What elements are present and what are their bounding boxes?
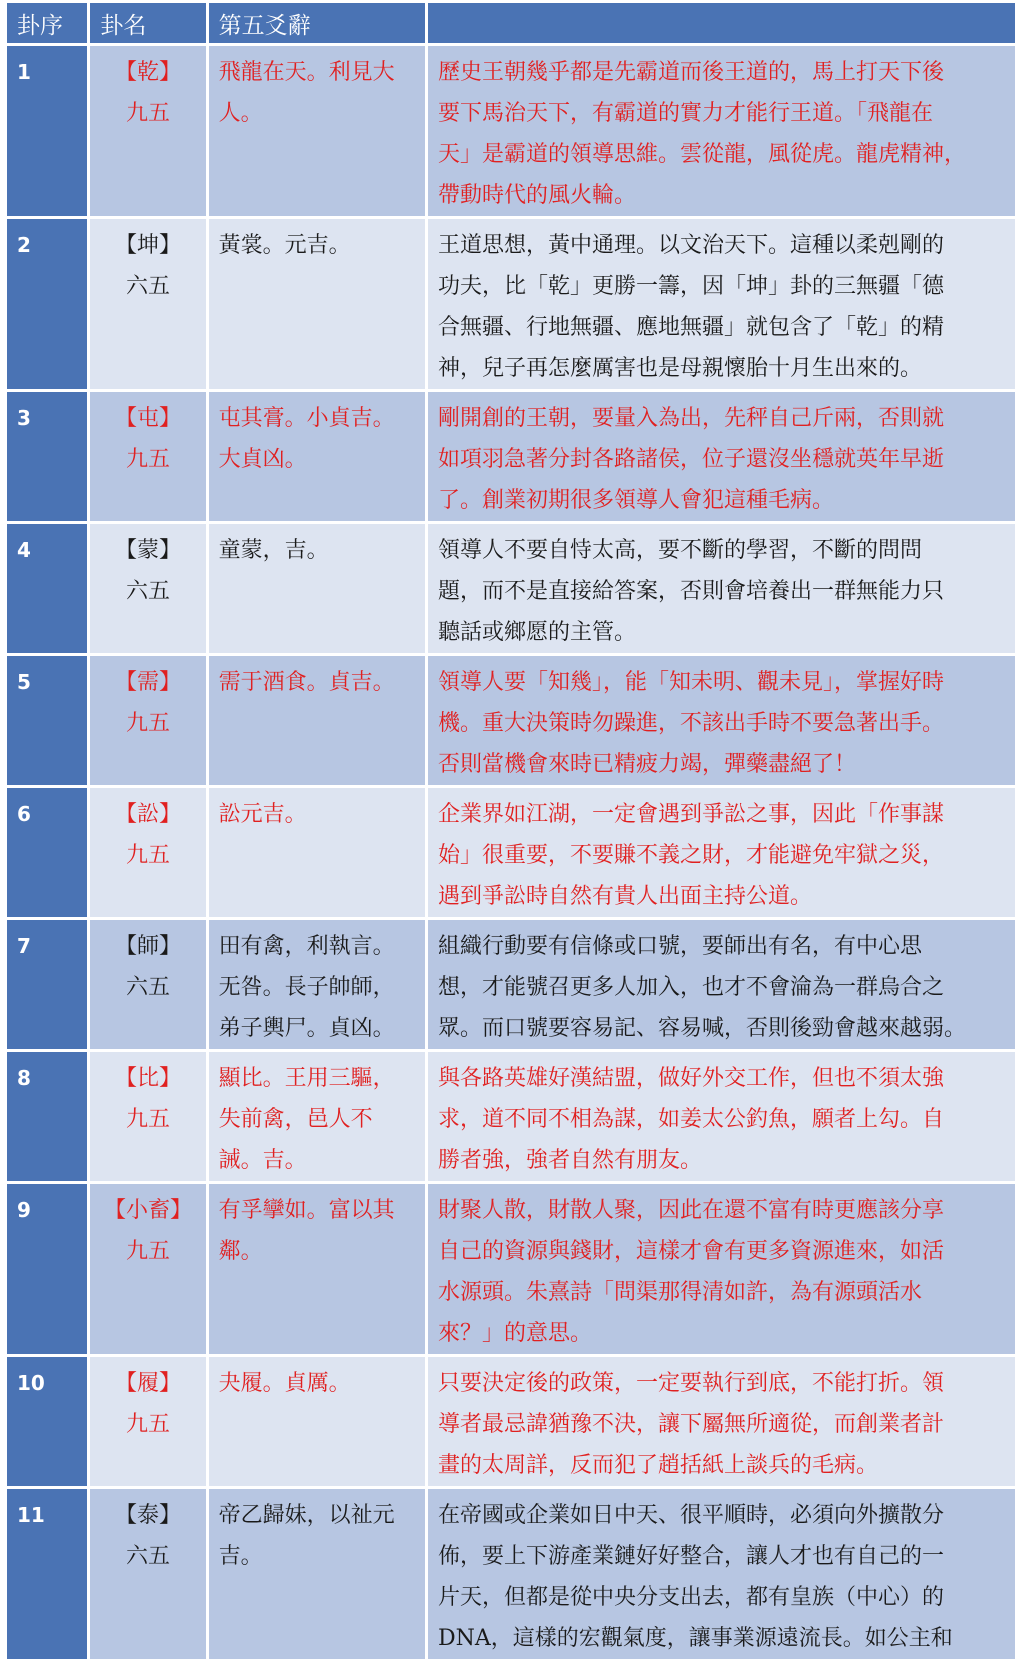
yao-text-line: 大貞凶。 xyxy=(218,447,307,472)
table-row xyxy=(7,392,1015,521)
yao-position: 九五 xyxy=(125,1239,170,1264)
hexagram-seq: 10 xyxy=(7,1357,87,1486)
commentary-line: 與各路英雄好漢結盟，做好外交工作，但也不須太強 xyxy=(437,1066,944,1091)
hexagram-name: 【師】 xyxy=(114,934,181,959)
hexagram-name-cell xyxy=(90,920,205,1049)
yao-position: 九五 xyxy=(125,101,170,126)
table-row xyxy=(7,788,1015,917)
header-seq: 卦序 xyxy=(7,3,87,43)
commentary-line: 聽話或鄉愿的主管。 xyxy=(437,620,636,645)
hexagram-name: 【履】 xyxy=(114,1371,181,1396)
hexagram-name-cell xyxy=(90,1489,205,1659)
commentary-line: 只要決定後的政策，一定要執行到底，不能打折。領 xyxy=(437,1371,944,1396)
hexagram-name-cell xyxy=(90,219,205,389)
table-row xyxy=(7,1489,1015,1659)
commentary-cell xyxy=(428,1184,1015,1354)
commentary-line: 王道思想，黃中通理。以文治天下。這種以柔剋剛的 xyxy=(437,233,944,258)
commentary-cell xyxy=(428,46,1015,216)
table-row xyxy=(7,656,1015,785)
yao-text-line: 田有禽，利執言。 xyxy=(218,934,395,959)
yao-position: 九五 xyxy=(125,1107,170,1132)
commentary-line: 帶動時代的風火輪。 xyxy=(437,183,636,208)
commentary-line: 功夫，比「乾」更勝一籌，因「坤」卦的三無疆「德 xyxy=(437,274,944,299)
yao-text-line: 誡。吉。 xyxy=(218,1148,307,1173)
hexagram-name-cell xyxy=(90,1052,205,1181)
hexagram-name: 【小畜】 xyxy=(103,1198,192,1223)
table-row xyxy=(7,219,1015,389)
yao-text-cell xyxy=(209,392,425,521)
hexagram-seq: 4 xyxy=(7,524,87,653)
commentary-line: 組織行動要有信條或口號，要師出有名，有中心思 xyxy=(437,934,922,959)
yao-position: 六五 xyxy=(125,579,170,604)
yao-text-cell xyxy=(209,1357,425,1486)
yao-text-cell xyxy=(209,656,425,785)
commentary-line: DNA，這樣的宏觀氣度，讓事業源遠流長。如公主和 xyxy=(437,1626,953,1651)
commentary-line: 歷史王朝幾乎都是先霸道而後王道的，馬上打天下後 xyxy=(437,60,944,85)
commentary-line: 導者最忌諱猶豫不決，讓下屬無所適從，而創業者計 xyxy=(437,1412,944,1437)
hexagram-seq: 2 xyxy=(7,219,87,389)
hexagram-name-cell xyxy=(90,1184,205,1354)
yao-position: 九五 xyxy=(125,711,170,736)
hexagram-name: 【需】 xyxy=(114,670,181,695)
commentary-line: 企業界如江湖，一定會遇到爭訟之事，因此「作事謀 xyxy=(437,802,944,827)
hexagram-name-cell xyxy=(90,392,205,521)
commentary-line: 財聚人散，財散人聚，因此在還不富有時更應該分享 xyxy=(437,1198,944,1223)
commentary-line: 佈，要上下游產業鏈好好整合，讓人才也有自己的一 xyxy=(437,1544,944,1569)
header-name: 卦名 xyxy=(90,3,205,43)
commentary-line: 如項羽急著分封各路諸侯，位子還沒坐穩就英年早逝 xyxy=(437,447,944,472)
yao-text-line: 鄰。 xyxy=(218,1239,263,1264)
commentary-cell xyxy=(428,1489,1015,1659)
commentary-cell xyxy=(428,788,1015,917)
yao-text-cell xyxy=(209,920,425,1049)
hexagram-name-cell xyxy=(90,1357,205,1486)
commentary-cell xyxy=(428,219,1015,389)
hexagram-seq: 1 xyxy=(7,46,87,216)
hexagram-name-cell xyxy=(90,46,205,216)
yao-text-line: 吉。 xyxy=(218,1544,263,1569)
hexagram-name-cell xyxy=(90,656,205,785)
commentary-line: 自己的資源與錢財，這樣才會有更多資源進來，如活 xyxy=(437,1239,944,1264)
commentary-line: 領導人要「知幾」，能「知未明、觀未見」，掌握好時 xyxy=(437,670,944,695)
commentary-line: 題，而不是直接給答案，否則會培養出一群無能力只 xyxy=(437,579,944,604)
hexagram-name: 【訟】 xyxy=(114,802,181,827)
table-body xyxy=(7,46,1015,1659)
hexagram-name-cell xyxy=(90,524,205,653)
hexagram-name: 【蒙】 xyxy=(114,538,181,563)
table-row xyxy=(7,46,1015,216)
table-row xyxy=(7,1184,1015,1354)
yao-text-line: 需于酒食。貞吉。 xyxy=(218,670,395,695)
commentary-line: 眾。而口號要容易記、容易喊，否則後勁會越來越弱。 xyxy=(437,1016,966,1041)
table-row xyxy=(7,920,1015,1049)
commentary-line: 否則當機會來時已精疲力竭，彈藥盡絕了！ xyxy=(437,752,856,777)
commentary-line: 水源頭。朱熹詩「問渠那得清如許，為有源頭活水 xyxy=(437,1280,922,1305)
hexagram-seq: 3 xyxy=(7,392,87,521)
hexagram-name: 【乾】 xyxy=(114,60,181,85)
yao-text-line: 帝乙歸妹，以祉元 xyxy=(218,1503,395,1528)
commentary-line: 想，才能號召更多人加入，也才不會淪為一群烏合之 xyxy=(437,975,944,1000)
hexagram-name: 【屯】 xyxy=(114,406,181,431)
commentary-line: 畫的太周詳，反而犯了趙括紙上談兵的毛病。 xyxy=(437,1453,878,1478)
yao-text-cell xyxy=(209,219,425,389)
yao-text-cell xyxy=(209,788,425,917)
yao-position: 六五 xyxy=(125,1544,170,1569)
yao-text-line: 无咎。長子帥師， xyxy=(218,975,395,1000)
commentary-line: 剛開創的王朝，要量入為出，先秤自己斤兩，否則就 xyxy=(437,406,944,431)
hexagram-seq: 6 xyxy=(7,788,87,917)
table-row xyxy=(7,1357,1015,1486)
hexagram-seq: 9 xyxy=(7,1184,87,1354)
yao-text-cell xyxy=(209,1489,425,1659)
commentary-cell xyxy=(428,392,1015,521)
commentary-line: 遇到爭訟時自然有貴人出面主持公道。 xyxy=(437,884,812,909)
header-row xyxy=(7,3,1015,43)
commentary-line: 在帝國或企業如日中天、很平順時，必須向外擴散分 xyxy=(437,1503,944,1528)
table-row xyxy=(7,1052,1015,1181)
yao-text-line: 屯其膏。小貞吉。 xyxy=(218,406,395,431)
hexagram-seq: 7 xyxy=(7,920,87,1049)
commentary-cell xyxy=(428,656,1015,785)
commentary-line: 求，道不同不相為謀，如姜太公釣魚，願者上勾。自 xyxy=(437,1107,944,1132)
yao-text-line: 飛龍在天。利見大 xyxy=(218,60,395,85)
commentary-line: 神，兒子再怎麼厲害也是母親懷胎十月生出來的。 xyxy=(437,356,922,381)
commentary-cell xyxy=(428,1052,1015,1181)
commentary-line: 勝者強，強者自然有朋友。 xyxy=(437,1148,702,1173)
yao-text-line: 人。 xyxy=(218,101,263,126)
commentary-cell xyxy=(428,524,1015,653)
commentary-line: 始」很重要，不要賺不義之財，才能避免牢獄之災， xyxy=(437,843,944,868)
yao-text-cell xyxy=(209,1052,425,1181)
yao-text-cell xyxy=(209,1184,425,1354)
hexagram-table xyxy=(4,0,1018,1662)
commentary-line: 了。創業初期很多領導人會犯這種毛病。 xyxy=(437,488,834,513)
hexagram-seq: 8 xyxy=(7,1052,87,1181)
commentary-line: 天」是霸道的領導思維。雲從龍，風從虎。龍虎精神， xyxy=(437,142,966,167)
commentary-cell xyxy=(428,1357,1015,1486)
hexagram-name: 【泰】 xyxy=(114,1503,181,1528)
hexagram-seq: 11 xyxy=(7,1489,87,1659)
commentary-line: 合無疆、行地無疆、應地無疆」就包含了「乾」的精 xyxy=(437,315,944,340)
header-yao: 第五爻辭 xyxy=(209,3,425,43)
commentary-line: 要下馬治天下，有霸道的實力才能行王道。「飛龍在 xyxy=(437,101,933,126)
yao-position: 九五 xyxy=(125,1412,170,1437)
hexagram-name-cell xyxy=(90,788,205,917)
commentary-line: 機。重大決策時勿躁進，不該出手時不要急著出手。 xyxy=(437,711,944,736)
header-note xyxy=(428,3,1015,43)
yao-text-line: 黃裳。元吉。 xyxy=(218,233,351,258)
yao-text-line: 失前禽，邑人不 xyxy=(218,1107,373,1132)
yao-position: 六五 xyxy=(125,975,170,1000)
hexagram-name: 【坤】 xyxy=(114,233,181,258)
yao-text-line: 童蒙，吉。 xyxy=(218,538,329,563)
yao-text-cell xyxy=(209,46,425,216)
commentary-line: 來？」的意思。 xyxy=(437,1321,592,1346)
hexagram-name: 【比】 xyxy=(114,1066,181,1091)
yao-text-line: 夬履。貞厲。 xyxy=(218,1371,351,1396)
commentary-line: 片天，但都是從中央分支出去，都有皇族（中心）的 xyxy=(437,1585,944,1610)
table-row xyxy=(7,524,1015,653)
commentary-cell xyxy=(428,920,1015,1049)
yao-position: 九五 xyxy=(125,843,170,868)
yao-text-line: 顯比。王用三驅， xyxy=(218,1066,395,1091)
yao-text-cell xyxy=(209,524,425,653)
yao-text-line: 弟子輿尸。貞凶。 xyxy=(218,1016,395,1041)
yao-text-line: 訟元吉。 xyxy=(218,802,307,827)
hexagram-seq: 5 xyxy=(7,656,87,785)
yao-position: 九五 xyxy=(125,447,170,472)
commentary-line: 領導人不要自恃太高，要不斷的學習，不斷的問問 xyxy=(437,538,922,563)
yao-text-line: 有孚攣如。富以其 xyxy=(218,1198,395,1223)
yao-position: 六五 xyxy=(125,274,170,299)
